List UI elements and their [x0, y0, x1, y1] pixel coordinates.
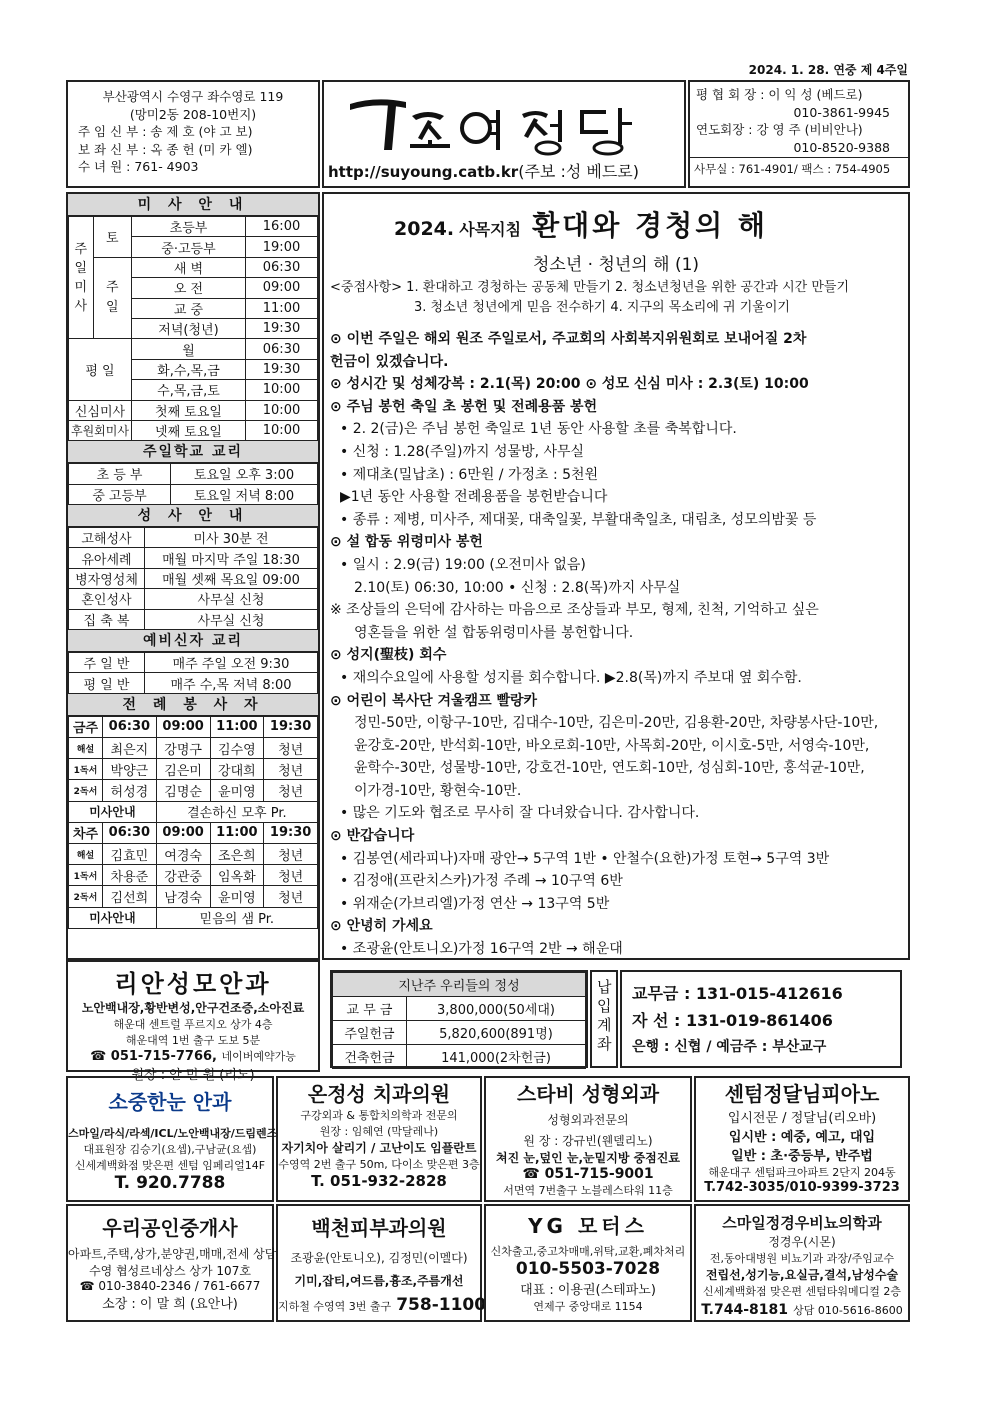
ad-line: 노안백내장,황반변성,안구건조증,소아진료 — [81, 1001, 305, 1015]
focus-line2: 3. 청소년 청년에게 믿음 전수하기 4. 지구의 목소리에 귀 기울이기 — [414, 300, 790, 315]
mass-time: 19:30 — [246, 359, 318, 379]
server-name: 남경숙 — [156, 886, 210, 907]
account-bank: 은행 : 신협 / 예금주 : 부산교구 — [632, 1039, 827, 1055]
ad-line: 전,동아대병원 비뇨기과 과장/주임교수 — [709, 1252, 895, 1265]
server-name: 김은미 — [156, 759, 210, 780]
ad-phone: 010-5503-7028 — [515, 1259, 661, 1279]
notice-heading: ⊙ 성지(聖枝) 회수 — [330, 647, 447, 664]
offering-value: 141,000(2차헌금) — [407, 1045, 586, 1069]
ad-phone: T.744-8181 — [701, 1302, 788, 1318]
ad-line: 수영역 2번 출구 50m, 다이소 맞은편 3층 — [278, 1158, 480, 1171]
ad-line: 수영 협성르네상스 상가 107호 — [89, 1264, 251, 1278]
mass-time-header: 09:00 — [156, 716, 210, 737]
ad-line: 기미,잡티,여드름,흉조,주름개선 — [294, 1274, 464, 1288]
ad-line: 원장 : 임혜연 (막달레나) — [319, 1125, 439, 1138]
server-name: 강명구 — [156, 738, 210, 759]
ad-motors — [484, 1204, 692, 1322]
ad-line: 연제구 중앙대로 1154 — [533, 1300, 643, 1313]
notice-item: • 종류 : 제병, 미사주, 제대꽃, 대축일꽃, 부활대축일초, 대림초, 성모의밤꽃 등 — [340, 511, 817, 528]
intention-label: 미사안내 — [69, 801, 157, 822]
ad-name: 우리공인중개사 — [102, 1216, 238, 1240]
ad-line: 일반 : 초·중등부, 반주법 — [731, 1149, 873, 1164]
ad-line: 대표원장 김승기(요셉),구남균(요셉) — [83, 1143, 257, 1156]
mass-intention: 결손하신 모후 Pr. — [156, 801, 317, 822]
school-label: 초 등 부 — [69, 464, 171, 484]
mass-name: 초등부 — [131, 217, 245, 237]
ad-line: 전립선,성기능,요실금,결석,남성수술 — [705, 1268, 899, 1282]
sacrament-value: 미사 30분 전 — [145, 528, 318, 548]
parish-logo — [336, 86, 676, 158]
weekday-label: 평 일 — [69, 339, 132, 400]
parish-info — [66, 80, 320, 188]
mass-time: 06:30 — [246, 339, 318, 359]
special-mass-label: 후원회미사 — [69, 420, 132, 440]
ad-dental — [276, 1076, 482, 1202]
sacrament-label: 고해성사 — [69, 528, 145, 548]
assistant-line: 보 좌 신 부 : 옥 종 헌 (미 카 엘) — [78, 141, 253, 157]
mass-time-header: 06:30 — [103, 822, 157, 843]
server-name: 윤미영 — [210, 780, 264, 801]
mass-time-header: 19:30 — [264, 716, 318, 737]
mass-time-header: 19:30 — [264, 822, 318, 843]
mass-time: 06:30 — [246, 257, 318, 277]
school-time: 토요일 저녁 8:00 — [171, 484, 318, 504]
special-mass-label: 신심미사 — [69, 400, 132, 420]
catechumen-value: 매주 주일 오전 9:30 — [145, 653, 318, 673]
server-name: 김수영 — [210, 738, 264, 759]
ad-phone: ☎ 051-715-7766, — [90, 1049, 217, 1064]
mass-name: 수,목,금,토 — [131, 380, 245, 400]
ad-line: 자기치아 살리기 / 고난이도 임플란트 — [281, 1141, 477, 1155]
sacrament-table — [68, 527, 318, 630]
title-year: 2024. — [394, 218, 455, 240]
notice-heading: ⊙ 성시간 및 성체강복 : 2.1(목) 20:00 ⊙ 성모 신심 미사 : 2.3(토) 10:00 — [330, 376, 809, 393]
focus-line1: 1. 환대하고 경청하는 공동체 만들기 2. 청소년청년을 위한 공간과 시간 만들기 — [406, 280, 850, 295]
notice-item: • 신청 : 1.28(주일)까지 성물방, 사무실 — [340, 443, 585, 460]
notice-heading: ⊙ 설 합동 위령미사 봉헌 — [330, 534, 483, 551]
sacrament-value: 매월 셋째 목요일 09:00 — [145, 568, 318, 588]
pastor-line: 주 임 신 부 : 송 제 호 (야 고 보) — [78, 124, 253, 139]
notice-item: 정민-50만, 이항구-10만, 김대수-10만, 김은미-20만, 김용환-20만, 차량봉사단-10만, — [354, 715, 879, 732]
sacrament-label: 혼인성사 — [69, 589, 145, 609]
ad-plastic-surgery — [484, 1076, 692, 1202]
ad-name: 스마일정경우비뇨의학과 — [722, 1214, 882, 1232]
school-table — [68, 463, 318, 505]
account-dues: 교무금 : 131-015-412616 — [632, 984, 843, 1003]
notice-heading: ⊙ 어린이 복사단 겨울캠프 빨랑카 — [330, 692, 538, 709]
mass-name: 저녁(청년) — [131, 318, 245, 338]
mass-name: 월 — [131, 339, 245, 359]
saturday-label: 토 — [93, 217, 131, 258]
server-name: 청년 — [264, 865, 318, 886]
sister-line: 수 녀 원 : 761- 4903 — [78, 159, 199, 174]
server-name: 김명순 — [156, 780, 210, 801]
notice-heading: 헌금이 있겠습니다. — [330, 353, 449, 370]
catechumen-table — [68, 652, 318, 694]
server-name: 최은지 — [103, 738, 157, 759]
patron-saint: (주보 :성 베드로) — [518, 162, 639, 181]
school-time: 토요일 오후 3:00 — [171, 464, 318, 484]
mass-time: 11:00 — [246, 298, 318, 318]
schedule-column — [66, 192, 320, 960]
ad-phone: ☎ 051-715-9001 — [522, 1166, 654, 1182]
ad-line: 신세계백화점 맞은편 센텀타워메디컬 2층 — [702, 1285, 902, 1298]
server-name: 여경숙 — [156, 843, 210, 864]
server-name: 청년 — [264, 886, 318, 907]
server-name: 조은희 — [210, 843, 264, 864]
sunday-mass-label: 주 일 미 사 — [69, 217, 94, 339]
server-name: 차용준 — [103, 865, 157, 886]
notice-item: • 김정애(프란치스카)가정 주례 → 10구역 6반 — [340, 873, 623, 890]
notice-heading: ⊙ 안녕히 가세요 — [330, 918, 433, 935]
role-tag: 2독서 — [69, 886, 103, 907]
server-name: 허성경 — [103, 780, 157, 801]
ad-line: 입시반 : 예중, 예고, 대입 — [728, 1130, 876, 1145]
server-name: 청년 — [264, 780, 318, 801]
mass-name: 오 전 — [131, 278, 245, 298]
account-charity: 자 선 : 131-019-861406 — [632, 1011, 833, 1030]
ad-line: 신차출고,중고차매매,위탁,교환,폐차처리 — [490, 1245, 686, 1258]
mass-name: 교 중 — [131, 298, 245, 318]
address-line1: 부산광역시 수영구 좌수영로 119 — [102, 89, 284, 104]
offering-label: 주일헌금 — [333, 1021, 407, 1045]
main-notices — [322, 192, 910, 960]
ad-line: 원장 : 안 민 원 (리노) — [131, 1068, 255, 1083]
server-name: 박양근 — [103, 759, 157, 780]
servers-table — [68, 716, 318, 929]
mass-name: 중·고등부 — [131, 237, 245, 257]
ad-phone: T. 920.7788 — [114, 1173, 226, 1193]
catechumen-label: 평 일 반 — [69, 673, 145, 693]
sacrament-title: 성 사 안 내 — [68, 505, 318, 527]
ad-name: 리안성모안과 — [114, 970, 272, 998]
ad-realtor — [66, 1204, 277, 1322]
mass-time-header: 06:30 — [103, 716, 157, 737]
mass-title: 미 사 안 내 — [68, 194, 318, 216]
role-tag: 1독서 — [69, 865, 103, 886]
week-label: 차주 — [69, 822, 103, 843]
notice-heading: ⊙ 주님 봉헌 축일 초 봉헌 및 전례용품 봉헌 — [330, 398, 598, 415]
parish-url[interactable]: http://suyoung.catb.kr(주보 :성 베드로) — [328, 162, 639, 181]
role-tag: 2독서 — [69, 780, 103, 801]
offering-title: 지난주 우리들의 정성 — [333, 973, 586, 997]
servers-title: 전 례 봉 사 자 — [68, 694, 318, 716]
server-name: 청년 — [264, 738, 318, 759]
notice-item: 윤강호-20만, 반석회-10만, 바오로회-10만, 사목회-20만, 이시호-5만, 서영숙-10만, — [354, 737, 870, 754]
mass-name: 화,수,목,금 — [131, 359, 245, 379]
server-name: 임옥화 — [210, 865, 264, 886]
server-name: 윤미영 — [210, 886, 264, 907]
mass-name: 새 벽 — [131, 257, 245, 277]
ad-line: 쳐진 눈,덮인 눈,눈밑지방 중점진료 — [496, 1151, 680, 1165]
notice-item: 영혼들을 위한 설 합동위령미사를 봉헌합니다. — [354, 624, 634, 641]
special-mass-time: 10:00 — [246, 400, 318, 420]
ad-line: 입시전문 / 정달님(리오바) — [727, 1111, 877, 1126]
account-info — [620, 970, 902, 1068]
sacrament-label: 병자영성체 — [69, 568, 145, 588]
offering-label: 건축헌금 — [333, 1045, 407, 1069]
ad-name: YG 모터스 — [528, 1214, 648, 1238]
office-contact: 사무실 : 761-4901/ 팩스 : 754-4905 — [690, 157, 908, 179]
server-name: 강관중 — [156, 865, 210, 886]
ad-line: 대표 : 이용권(스테파노) — [520, 1283, 656, 1298]
mass-time-header: 11:00 — [210, 822, 264, 843]
server-name: 김선희 — [103, 886, 157, 907]
notice-item: ※ 조상들의 은덕에 감사하는 마음으로 조상들과 부모, 형제, 친척, 기억하고 싶은 — [330, 602, 819, 619]
title-main: 환대와 경청의 해 — [532, 209, 768, 242]
ad-line: 구강외과 & 통합치의학과 전문의 — [300, 1109, 458, 1122]
account-side-label — [590, 970, 618, 1068]
special-mass-day: 첫째 토요일 — [131, 400, 245, 420]
server-name: 청년 — [264, 843, 318, 864]
sacrament-label: 유아세례 — [69, 548, 145, 568]
mass-time: 09:00 — [246, 278, 318, 298]
role-tag: 1독서 — [69, 759, 103, 780]
notice-heading: ⊙ 이번 주일은 해외 원조 주일로서, 주교회의 사회복지위원회로 보내어질 2차 — [330, 331, 807, 347]
sunday-label: 주 일 — [93, 257, 131, 339]
ad-line: 소장 : 이 말 희 (요안나) — [102, 1297, 238, 1312]
sacrament-value: 사무실 신청 — [145, 609, 318, 629]
ad-line: 아파트,주택,상가,분양권,매매,전세 상담 — [68, 1247, 277, 1261]
ad-line: 지하철 수영역 3번 출구 — [278, 1300, 392, 1313]
ad-phone: 758-1100 — [396, 1295, 487, 1315]
mass-time: 16:00 — [246, 217, 318, 237]
notice-item: 이가경-10만, 황현숙-10만. — [354, 782, 522, 799]
server-name: 강대희 — [210, 759, 264, 780]
ad-line: 원 장 : 강규빈(웬델리노) — [523, 1134, 653, 1148]
council-info — [688, 80, 910, 188]
mass-time: 19:00 — [246, 237, 318, 257]
offering-value: 3,800,000(50세대) — [407, 997, 586, 1021]
youth-phone: 010-8520-9388 — [793, 139, 890, 155]
title-policy: 사목지침 — [459, 220, 522, 239]
ad-line: 해운대 센트럴 푸르지오 상가 4층 — [113, 1018, 273, 1031]
youth-chair: 연도회장 : 강 영 주 (비비안나) — [696, 122, 863, 137]
notice-item: 윤학수-30만, 성물방-10만, 강호건-10만, 연도회-10만, 성심회-10만, 홍석균-10만, — [354, 760, 865, 777]
mass-time: 19:30 — [246, 318, 318, 338]
issue-date: 2024. 1. 28. 연중 제 4주일 — [748, 63, 908, 77]
ad-line: 해운대역 1번 출구 도보 5분 — [125, 1034, 261, 1047]
ad-line: 해운대구 센텀파크아파트 2단지 204동 — [708, 1166, 896, 1179]
page-subtitle: 청소년 · 청년의 해 (1) — [532, 255, 700, 275]
ad-note: 상담 010-5616-8600 — [793, 1304, 903, 1317]
account-side-text: 납입계좌 — [597, 978, 612, 1053]
notice-item: • 많은 기도와 협조로 무사히 잘 다녀왔습니다. 감사합니다. — [340, 805, 700, 822]
catechumen-value: 매주 수,목 저녁 8:00 — [145, 673, 318, 693]
ad-name: 센텀정달님피아노 — [724, 1082, 880, 1106]
notice-item: 2.10(토) 06:30, 10:00 • 신청 : 2.8(목)까지 사무실 — [354, 579, 681, 596]
notice-heading: ⊙ 반갑습니다 — [330, 828, 415, 845]
sacrament-value: 매월 마지막 주일 18:30 — [145, 548, 318, 568]
ad-phone: T. 051-932-2828 — [311, 1172, 447, 1190]
ad-line: 스마일/라식/라섹/ICL/노안백내장/드림렌즈 — [68, 1127, 278, 1140]
intention-label: 미사안내 — [69, 907, 157, 928]
ad-line: 정경우(시몬) — [768, 1235, 836, 1249]
notice-item: • 재의수요일에 사용할 성지를 회수합니다. ▶2.8(목)까지 주보대 옆 회수함. — [340, 669, 802, 686]
week-label: 금주 — [69, 716, 103, 737]
ad-note: 네이버예약가능 — [221, 1050, 296, 1063]
mass-intention: 믿음의 샘 Pr. — [156, 907, 317, 928]
ad-urology — [694, 1204, 910, 1322]
focus-label: <중점사항> — [330, 280, 403, 295]
ad-line: 신세계백화점 맞은편 센텀 임페리얼14F — [74, 1159, 266, 1172]
ad-eye-clinic — [66, 1076, 278, 1202]
notice-item: • 위재순(가브리엘)가정 연산 → 13구역 5반 — [340, 895, 610, 912]
mass-time-header: 09:00 — [156, 822, 210, 843]
notice-item: • 조광윤(안토니오)가정 16구역 2반 → 해운대 — [340, 941, 623, 958]
ad-line: 서면역 7번출구 노블레스타워 11층 — [503, 1184, 673, 1197]
address-line2: (망미2동 208-10번지) — [129, 106, 257, 122]
school-title: 주일학교 교리 — [68, 441, 318, 463]
notice-item: • 김봉연(세라피나)자매 광안→ 5구역 1반 • 안철수(요한)가정 토현→ 5구역 3반 — [340, 850, 830, 867]
ad-lian-clinic — [66, 960, 320, 1083]
mass-table — [68, 216, 318, 441]
council-phone: 010-3861-9945 — [793, 104, 890, 120]
ad-line: 조광윤(안토니오), 김정민(이멜다) — [290, 1251, 468, 1265]
notice-item: ▶1년 동안 사용할 전례용품을 봉헌받습니다 — [340, 489, 608, 506]
catechumen-label: 주 일 반 — [69, 653, 145, 673]
role-tag: 해설 — [69, 738, 103, 759]
offering-label: 교 무 금 — [333, 997, 407, 1021]
ad-name: 백천피부과의원 — [311, 1216, 447, 1240]
sacrament-value: 사무실 신청 — [145, 589, 318, 609]
focus-points — [330, 278, 849, 318]
role-tag: 해설 — [69, 843, 103, 864]
notice-list — [330, 328, 906, 961]
offering-value: 5,820,600(891명) — [407, 1021, 586, 1045]
offering-table — [330, 970, 588, 1068]
masthead — [322, 80, 686, 188]
ad-name: 스타비 성형외과 — [516, 1082, 660, 1106]
server-name: 청년 — [264, 759, 318, 780]
notice-item: • 2. 2(금)은 주님 봉헌 축일로 1년 동안 사용할 초를 축복합니다. — [340, 421, 737, 438]
notice-item: • 일시 : 2.9(금) 19:00 (오전미사 없음) — [340, 556, 586, 573]
notice-item: • 제대초(밀납초) : 6만원 / 가정초 : 5천원 — [340, 466, 599, 483]
ad-piano — [694, 1076, 910, 1202]
mass-time: 10:00 — [246, 380, 318, 400]
ad-line: ☎ 010-3840-2346 / 761-6677 — [79, 1279, 261, 1293]
ad-phone: T.742-3035/010-9399-3723 — [704, 1180, 900, 1195]
ad-name: 온정성 치과의원 — [307, 1082, 451, 1106]
ad-dermatology — [276, 1204, 487, 1322]
ad-line: 성형외과전문의 — [547, 1113, 629, 1127]
council-chair: 평 협 회 장 : 이 익 성 (베드로) — [696, 87, 863, 102]
sacrament-label: 집 축 복 — [69, 609, 145, 629]
special-mass-day: 넷째 토요일 — [131, 420, 245, 440]
school-label: 중 고등부 — [69, 484, 171, 504]
mass-time-header: 11:00 — [210, 716, 264, 737]
ad-name: 소중한눈 안과 — [108, 1090, 232, 1114]
page-title — [394, 204, 768, 244]
special-mass-time: 10:00 — [246, 420, 318, 440]
catechumen-title: 예비신자 교리 — [68, 630, 318, 652]
server-name: 김효민 — [103, 843, 157, 864]
